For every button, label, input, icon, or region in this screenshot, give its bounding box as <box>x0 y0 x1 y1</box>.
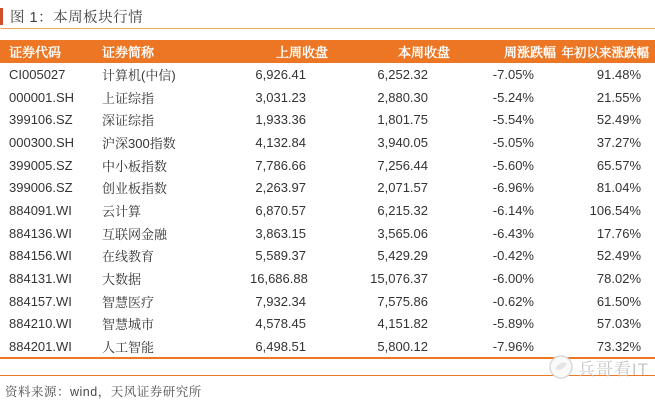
cell-ytd_change: 65.57% <box>596 157 641 173</box>
watermark-text: 兵哥看IT <box>577 359 649 379</box>
cell-this_week_close: 7,256.44 <box>377 157 428 173</box>
cell-ytd_change: 17.76% <box>596 225 641 241</box>
cell-name: 人工智能 <box>102 339 155 355</box>
cell-name: 中小板指数 <box>102 158 168 174</box>
table-row <box>0 63 655 86</box>
cell-last_week_close: 1,933.36 <box>255 112 306 128</box>
column-header-code: 证券代码 <box>9 45 62 60</box>
cell-ytd_change: 78.02% <box>596 271 641 287</box>
cell-name: 沪深300指数 <box>102 135 176 151</box>
table-body <box>0 63 655 358</box>
cell-ytd_change: 21.55% <box>596 89 641 105</box>
cell-week_change: -7.96% <box>492 338 534 354</box>
cell-ytd_change: 61.50% <box>596 293 641 309</box>
cell-ytd_change: 52.49% <box>596 248 641 264</box>
cell-week_change: -5.60% <box>492 157 534 173</box>
column-header-name: 证券简称 <box>102 45 155 60</box>
cell-this_week_close: 3,940.05 <box>377 134 428 150</box>
table-row <box>0 199 655 222</box>
cell-week_change: -7.05% <box>492 66 534 82</box>
cell-week_change: -5.05% <box>492 134 534 150</box>
column-header-last_week_close: 上周收盘 <box>275 45 328 60</box>
cell-this_week_close: 6,252.32 <box>377 66 428 82</box>
table-row <box>0 154 655 177</box>
cell-this_week_close: 2,880.30 <box>377 89 428 105</box>
cell-name: 大数据 <box>102 272 142 288</box>
cell-last_week_close: 7,932.34 <box>255 293 306 309</box>
cell-code: 399106.SZ <box>9 112 73 128</box>
column-header-ytd_change: 年初以来涨跌幅 <box>561 45 649 60</box>
table-row <box>0 108 655 131</box>
cell-ytd_change: 52.49% <box>596 112 641 128</box>
cell-this_week_close: 7,575.86 <box>377 293 428 309</box>
figure-title: 图 1：本周板块行情 <box>10 9 144 26</box>
cell-week_change: -6.00% <box>492 271 534 287</box>
cell-ytd_change: 106.54% <box>589 202 641 218</box>
source-note: 资料来源：wind，天风证券研究所 <box>5 385 202 399</box>
cell-week_change: -5.54% <box>492 112 534 128</box>
cell-name: 上证综指 <box>102 90 155 106</box>
cell-name: 创业板指数 <box>102 181 168 197</box>
cell-this_week_close: 5,429.29 <box>377 248 428 264</box>
cell-name: 在线教育 <box>102 249 155 265</box>
table-row <box>0 313 655 336</box>
watermark <box>548 354 649 380</box>
cell-this_week_close: 1,801.75 <box>377 112 428 128</box>
cell-week_change: -5.89% <box>492 316 534 332</box>
cell-week_change: -5.24% <box>492 89 534 105</box>
cell-this_week_close: 4,151.82 <box>377 316 428 332</box>
cell-code: 884131.WI <box>9 271 72 287</box>
cell-code: 399006.SZ <box>9 180 73 196</box>
cell-code: 884136.WI <box>9 225 72 241</box>
table-row <box>0 245 655 268</box>
cell-last_week_close: 3,031.23 <box>255 89 306 105</box>
cell-this_week_close: 2,071.57 <box>377 180 428 196</box>
cell-this_week_close: 15,076.37 <box>370 271 428 287</box>
cell-last_week_close: 16,686.88 <box>250 271 308 287</box>
column-header-this_week_close: 本周收盘 <box>397 45 450 60</box>
cell-code: 884091.WI <box>9 202 72 218</box>
sector-performance-table <box>0 40 655 359</box>
cell-week_change: -6.14% <box>492 202 534 218</box>
watermark-logo-icon <box>548 354 574 380</box>
table-row <box>0 267 655 290</box>
column-header-week_change: 周涨跌幅 <box>503 45 556 60</box>
cell-code: 000001.SH <box>9 89 75 105</box>
table-row <box>0 290 655 313</box>
figure-title-row <box>0 5 143 27</box>
cell-last_week_close: 6,926.41 <box>255 66 306 82</box>
cell-last_week_close: 6,498.51 <box>255 338 306 354</box>
cell-name: 智慧城市 <box>102 317 155 333</box>
cell-name: 云计算 <box>102 203 142 219</box>
table-row <box>0 176 655 199</box>
cell-last_week_close: 6,870.57 <box>255 202 306 218</box>
cell-name: 计算机(中信) <box>102 67 176 83</box>
cell-week_change: -0.62% <box>492 293 534 309</box>
cell-code: 884210.WI <box>9 316 72 332</box>
cell-last_week_close: 7,786.66 <box>255 157 306 173</box>
cell-ytd_change: 73.32% <box>596 338 641 354</box>
table-row <box>0 222 655 245</box>
cell-this_week_close: 3,565.06 <box>377 225 428 241</box>
title-accent-bar <box>0 8 3 25</box>
cell-last_week_close: 4,578.45 <box>255 316 306 332</box>
cell-name: 互联网金融 <box>102 226 168 242</box>
cell-name: 深证综指 <box>102 113 155 129</box>
cell-code: 000300.SH <box>9 134 75 150</box>
cell-code: 884156.WI <box>9 248 72 264</box>
cell-ytd_change: 37.27% <box>596 134 641 150</box>
cell-last_week_close: 3,863.15 <box>255 225 306 241</box>
cell-last_week_close: 5,589.37 <box>255 248 306 264</box>
table-header-row <box>0 40 655 63</box>
cell-name: 智慧医疗 <box>102 294 155 310</box>
cell-ytd_change: 57.03% <box>596 316 641 332</box>
cell-this_week_close: 6,215.32 <box>377 202 428 218</box>
cell-week_change: -0.42% <box>492 248 534 264</box>
cell-ytd_change: 91.48% <box>596 66 641 82</box>
cell-week_change: -6.96% <box>492 180 534 196</box>
cell-last_week_close: 2,263.97 <box>255 180 306 196</box>
cell-code: 399005.SZ <box>9 157 73 173</box>
cell-ytd_change: 81.04% <box>596 180 641 196</box>
table-row <box>0 131 655 154</box>
title-divider <box>0 28 655 29</box>
cell-week_change: -6.43% <box>492 225 534 241</box>
cell-code: 884157.WI <box>9 293 72 309</box>
cell-code: CI005027 <box>9 66 66 82</box>
cell-code: 884201.WI <box>9 338 72 354</box>
table-row <box>0 86 655 109</box>
cell-this_week_close: 5,800.12 <box>377 338 428 354</box>
cell-last_week_close: 4,132.84 <box>255 134 306 150</box>
